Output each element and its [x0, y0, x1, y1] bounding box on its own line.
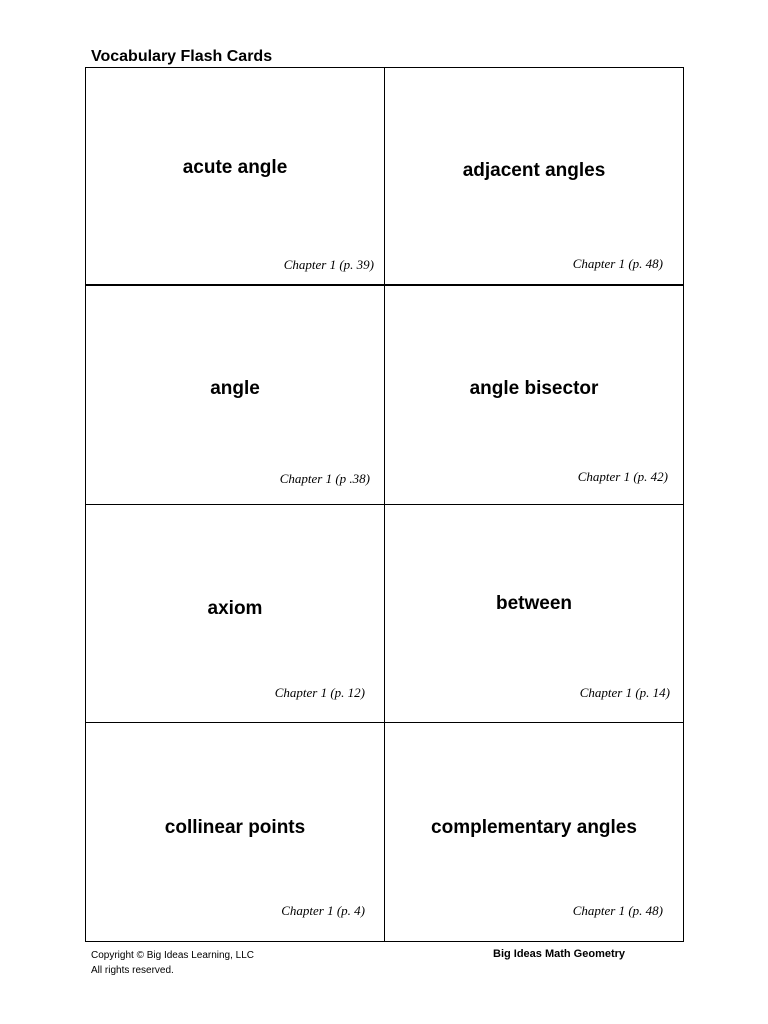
card-term: angle [210, 378, 260, 399]
card-term: axiom [207, 598, 263, 619]
flash-card-between [385, 505, 683, 723]
flash-card-acute-angle [86, 68, 385, 286]
card-term: between [495, 593, 573, 614]
flash-card-complementary-angles [385, 723, 683, 941]
flash-card-angle [86, 286, 385, 505]
card-term: adjacent angles [462, 160, 606, 181]
card-chapter-ref: Chapter 1 (p. 42) [577, 469, 668, 484]
card-chapter-ref: Chapter 1 (p. 4) [281, 903, 365, 918]
card-term: acute angle [182, 157, 288, 178]
flash-card-axiom [86, 505, 385, 723]
flash-card-angle-bisector [385, 286, 683, 505]
book-title: Big Ideas Math Geometry [493, 948, 626, 960]
card-term: angle bisector [469, 378, 599, 399]
card-chapter-ref: Chapter 1 (p. 48) [572, 903, 663, 918]
copyright-line: Copyright © Big Ideas Learning, LLC [91, 950, 255, 961]
card-chapter-ref: Chapter 1 (p. 14) [579, 685, 670, 700]
card-chapter-ref: Chapter 1 (p. 12) [274, 685, 365, 700]
rights-line: All rights reserved. [91, 965, 174, 976]
card-term: complementary angles [431, 817, 637, 838]
page-title: Vocabulary Flash Cards [91, 48, 273, 65]
card-chapter-ref: Chapter 1 (p .38) [279, 471, 370, 486]
flash-card-adjacent-angles [385, 68, 683, 286]
card-chapter-ref: Chapter 1 (p. 48) [572, 256, 663, 271]
flash-card-collinear-points [86, 723, 385, 941]
card-term: collinear points [164, 817, 306, 838]
card-chapter-ref: Chapter 1 (p. 39) [283, 257, 374, 272]
flash-card-grid [85, 67, 684, 942]
copyright-notice [91, 948, 254, 978]
